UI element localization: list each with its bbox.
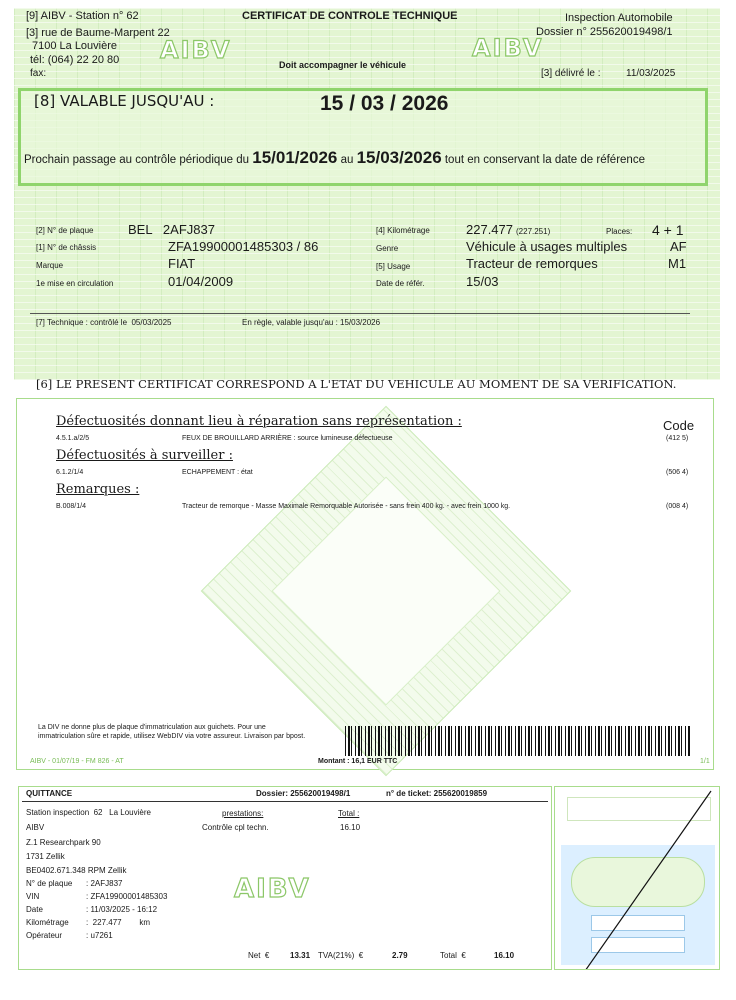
services-header: prestations: xyxy=(222,809,264,818)
next-inspection-prefix: Prochain passage au contrôle périodique du xyxy=(24,154,250,166)
receipt-title: QUITTANCE xyxy=(26,789,73,798)
brand-value: FIAT xyxy=(168,256,196,271)
remark-code: (008 4) xyxy=(666,503,689,510)
receipt-address-1: Z.1 Researchpark 90 xyxy=(26,838,101,847)
km-label: [4] Kilométrage xyxy=(376,226,430,235)
defect-text: ECHAPPEMENT : état xyxy=(182,469,253,476)
cross-out-line xyxy=(555,787,720,970)
receipt-ticket: n° de ticket: 255620019859 xyxy=(386,789,488,798)
certificate-title: CERTIFICAT DE CONTROLE TECHNIQUE xyxy=(242,10,458,22)
aibv-logo-right: AIBV xyxy=(472,34,544,62)
issued-label: [3] délivré le : xyxy=(541,68,601,79)
phone: tél: (064) 22 20 80 xyxy=(30,54,120,66)
defect-text: FEUX DE BROUILLARD ARRIÈRE : source lumineuse défectueuse xyxy=(182,435,393,442)
issued-date: 11/03/2025 xyxy=(626,68,676,79)
plate-value: BEL 2AFJ837 xyxy=(128,222,215,237)
receipt-vat-number: BE0402.671.348 RPM Zellik xyxy=(26,866,127,875)
chassis-value: ZFA19900001485303 / 86 xyxy=(168,239,319,254)
code-header: Code xyxy=(663,418,695,433)
receipt-vin-label: VIN xyxy=(26,892,40,901)
places-label: Places: xyxy=(606,227,633,236)
inspection-sticker-stub xyxy=(554,786,720,970)
inspection-label: Inspection Automobile xyxy=(565,12,673,24)
receipt-plate-label: N° de plaque xyxy=(26,879,73,888)
station-label: [9] AIBV - Station n° 62 xyxy=(26,10,139,22)
receipt-km-label: Kilométrage xyxy=(26,918,69,927)
vat-label: TVA(21%) € xyxy=(318,951,364,960)
page-number: 1/1 xyxy=(700,758,710,765)
places-value: 4 + 1 xyxy=(652,222,684,238)
first-registration-value: 01/04/2009 xyxy=(168,274,234,289)
receipt-aibv-logo: AIBV xyxy=(234,874,311,904)
address-line-2: 7100 La Louvière xyxy=(32,40,118,52)
receipt-plate-value: : 2AFJ837 xyxy=(86,879,123,888)
receipt-company: AIBV xyxy=(26,823,45,832)
receipt-date-label: Date xyxy=(26,905,43,914)
next-inspection-from: 15/01/2026 xyxy=(252,148,338,167)
technique-control: [7] Technique : contrôlé le 05/03/2025 xyxy=(36,318,172,327)
defects-repair-title: Défectuosités donnant lieu à réparation sans représentation : xyxy=(56,414,462,429)
notice-line-2: immatriculation sûre et rapide, utilisez WebDIV via votre assureur. Livraison par bpost. xyxy=(38,733,306,740)
remarks-title: Remarques : xyxy=(56,482,140,497)
receipt-operator-value: : u7261 xyxy=(86,931,113,940)
usage-code: M1 xyxy=(668,256,687,271)
reference-date-label: Date de référ. xyxy=(376,279,425,288)
service-total: 16.10 xyxy=(340,823,361,832)
certificate-statement: [6] LE PRESENT CERTIFICAT CORRESPOND A L'ETAT DU VEHICULE AU MOMENT DE SA VERIFICATION. xyxy=(36,377,677,391)
grand-total-value: 16.10 xyxy=(494,951,515,960)
next-inspection-line xyxy=(24,148,645,168)
km-value: 227.477 xyxy=(466,222,513,237)
aibv-logo-left: AIBV xyxy=(160,36,232,64)
vat-value: 2.79 xyxy=(392,951,408,960)
service-name: Contrôle cpl techn. xyxy=(202,823,269,832)
defects-monitor-title: Défectuosités à surveiller : xyxy=(56,448,233,463)
km-previous: (227.251) xyxy=(516,227,551,236)
brand-label: Marque xyxy=(36,261,64,270)
remark-text: Tracteur de remorque - Masse Maximale Remorquable Autorisée - sans frein 400 kg. - avec frein 1000 kg. xyxy=(182,503,511,510)
receipt-dossier: Dossier: 255620019498/1 xyxy=(256,789,351,798)
divider xyxy=(30,313,690,314)
dossier-number: Dossier n° 255620019498/1 xyxy=(536,26,673,38)
receipt-date-value: : 11/03/2025 - 16:12 xyxy=(86,905,158,914)
form-reference: AIBV - 01/07/19 - FM 826 - AT xyxy=(30,758,124,765)
usage-label: [5] Usage xyxy=(376,262,411,271)
receipt-operator-label: Opérateur xyxy=(26,931,63,940)
technique-valid-until: En règle, valable jusqu'au : 15/03/2026 xyxy=(242,318,381,327)
net-label: Net € xyxy=(248,951,270,960)
services-total-header: Total : xyxy=(338,809,360,818)
chassis-label: [1] N° de châssis xyxy=(36,243,97,252)
next-inspection-to: 15/03/2026 xyxy=(356,148,442,167)
notice-line-1: La DIV ne donne plus de plaque d'immatriculation aux guichets. Pour une xyxy=(38,724,266,731)
reference-date-value: 15/03 xyxy=(466,274,499,289)
certificate-subtitle: Doit accompagner le véhicule xyxy=(279,60,407,70)
next-inspection-suffix: tout en conservant la date de référence xyxy=(444,154,645,166)
defect-ref: 6.1.2/1/4 xyxy=(56,469,84,476)
next-inspection-mid: au xyxy=(340,154,354,166)
defect-code: (412 5) xyxy=(666,435,689,442)
genre-label: Genre xyxy=(376,244,399,253)
net-value: 13.31 xyxy=(290,951,311,960)
genre-value: Véhicule à usages multiples xyxy=(466,239,628,254)
genre-code: AF xyxy=(670,239,687,254)
defect-ref: 4.5.1.a/2/5 xyxy=(56,435,90,442)
plate-label: [2] N° de plaque xyxy=(36,226,94,235)
usage-value: Tracteur de remorques xyxy=(466,256,598,271)
receipt-km-value: : 227.477 km xyxy=(86,918,151,927)
validity-date: 15 / 03 / 2026 xyxy=(320,92,449,115)
remark-ref: B.008/1/4 xyxy=(56,503,86,510)
receipt-station: Station inspection 62 La Louvière xyxy=(26,808,151,817)
receipt-address-2: 1731 Zellik xyxy=(26,852,65,861)
address-line-1: [3] rue de Baume-Marpent 22 xyxy=(26,27,170,39)
first-registration-label: 1e mise en circulation xyxy=(36,279,114,288)
receipt-vin-value: : ZFA19900001485303 xyxy=(86,892,168,901)
barcode xyxy=(345,726,691,756)
validity-label: [8] VALABLE JUSQU'AU : xyxy=(34,92,215,110)
grand-total-label: Total € xyxy=(440,951,466,960)
amount: Montant : 16,1 EUR TTC xyxy=(318,758,398,765)
fax: fax: xyxy=(30,68,47,79)
defect-code: (506 4) xyxy=(666,469,689,476)
receipt-divider xyxy=(22,801,548,802)
